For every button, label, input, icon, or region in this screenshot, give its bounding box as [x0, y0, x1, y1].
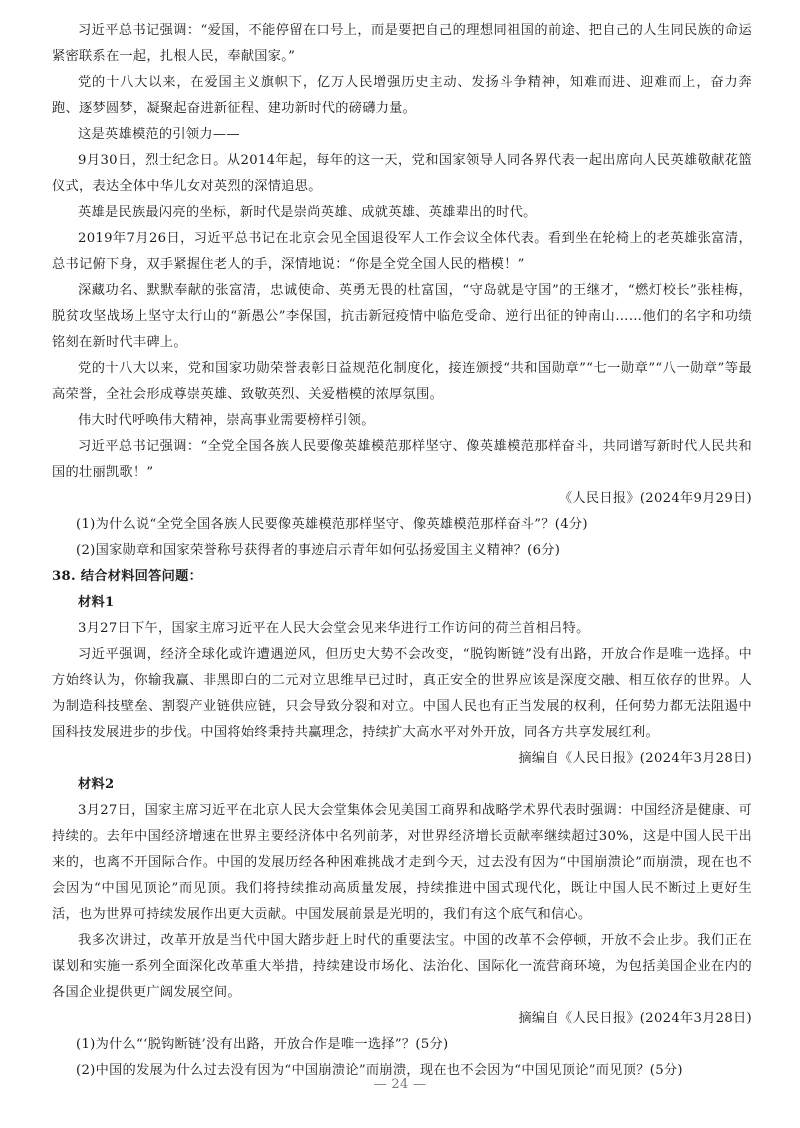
question-38-2: (2)中国的发展为什么过去没有因为“中国崩溃论”而崩溃，现在也不会因为“中国见顶论”而见顶？(5分)	[76, 1063, 683, 1078]
material-2-source: 摘编自《人民日报》(2024年3月28日)	[518, 1011, 752, 1026]
body-paragraph: 伟大时代呼唤伟大精神，崇高事业需要榜样引领。	[78, 413, 375, 428]
material-1-paragraph: 习近平强调，经济全球化或许遭遇逆风，但历史大势不会改变，“脱钩断链”没有出路，开放合作是唯一选择。中方始终认为，你输我赢、非黑即白的二元对立思维早已过时，真正安全的世界应该是深度交融、相互依存的世界。人为制造科技壁垒、割裂产业链供应链，只会导致分裂和对立。中国人民也有正当发展的权利，任何势力都无法阻遏中国科技发展进步的步伐。中国将始终秉持共赢理念，持续扩大高水平对外开放，同各方共享发展红利。	[52, 647, 752, 740]
body-paragraph: 2019年7月26日，习近平总书记在北京会见全国退役军人工作会议全体代表。看到坐在轮椅上的老英雄张富清，总书记俯下身，双手紧握住老人的手，深情地说：“你是全党全国人民的楷模！”	[52, 231, 752, 272]
material-1-source: 摘编自《人民日报》(2024年3月28日)	[518, 751, 752, 766]
quote-paragraph: 习近平总书记强调：“全党全国各族人民要像英雄模范那样坚守、像英雄模范那样奋斗，共同谱写新时代人民共和国的壮丽凯歌！”	[52, 439, 752, 480]
question-38-title: 38. 结合材料回答问题：	[52, 569, 203, 584]
body-paragraph: 9月30日，烈士纪念日。从2014年起，每年的这一天，党和国家领导人同各界代表一起出席向人民英雄敬献花篮仪式，表达全体中华儿女对英烈的深情追思。	[52, 153, 752, 194]
material-2-paragraph: 我多次讲过，改革开放是当代中国大踏步赶上时代的重要法宝。中国的改革不会停顿，开放不会止步。我们正在谋划和实施一系列全面深化改革重大举措，持续建设市场化、法治化、国际化一流营商环境，为包括美国企业在内的各国企业提供更广阔发展空间。	[52, 933, 752, 1000]
question-38-1: (1)为什么“‘脱钩断链’没有出路，开放合作是唯一选择”？(5分)	[76, 1037, 449, 1052]
material-2-paragraph: 3月27日，国家主席习近平在北京人民大会堂集体会见美国工商界和战略学术界代表时强调：中国经济是健康、可持续的。去年中国经济增速在世界主要经济体中名列前茅，对世界经济增长贡献率继续超过30%，这是中国人民干出来的，也离不开国际合作。中国的发展历经各种困难挑战才走到今天，过去没有因为“中国崩溃论”而崩溃，现在也不会因为“中国见顶论”而见顶。我们将持续推动高质量发展，持续推进中国式现代化，既让中国人民不断过上更好生活，也为世界可持续发展作出更大贡献。中国发展前景是光明的，我们有这个底气和信心。	[52, 803, 752, 922]
page-content	[52, 18, 752, 1084]
source-citation: 《人民日报》(2024年9月29日)	[558, 491, 752, 506]
question-37-1: (1)为什么说“全党全国各族人民要像英雄模范那样坚守、像英雄模范那样奋斗”？(4分)	[76, 517, 588, 532]
material-1-paragraph: 3月27日下午，国家主席习近平在人民大会堂会见来华进行工作访问的荷兰首相吕特。	[78, 621, 590, 636]
body-paragraph: 党的十八大以来，党和国家功勋荣誉表彰日益规范化制度化，接连颁授“共和国勋章”“七一勋章”“八一勋章”等最高荣誉，全社会形成尊崇英雄、致敬英烈、关爱楷模的浓厚氛围。	[52, 361, 752, 402]
body-paragraph: 英雄是民族最闪亮的坐标，新时代是崇尚英雄、成就英雄、英雄辈出的时代。	[78, 205, 537, 220]
material-2-label: 材料2	[78, 777, 115, 792]
question-37-2: (2)国家勋章和国家荣誉称号获得者的事迹启示青年如何弘扬爱国主义精神？(6分)	[76, 543, 561, 558]
body-paragraph: 这是英雄模范的引领力——	[78, 127, 240, 142]
page-number: — 24 —	[373, 1077, 427, 1092]
quote-paragraph: 习近平总书记强调：“爱国，不能停留在口号上，而是要把自己的理想同祖国的前途、把自己的人生同民族的命运紧密联系在一起，扎根人民，奉献国家。”	[52, 23, 752, 64]
material-1-label: 材料1	[78, 595, 115, 610]
body-paragraph: 党的十八大以来，在爱国主义旗帜下，亿万人民增强历史主动、发扬斗争精神，知难而进、迎难而上，奋力奔跑、逐梦圆梦，凝聚起奋进新征程、建功新时代的磅礴力量。	[52, 75, 752, 116]
body-paragraph: 深藏功名、默默奉献的张富清，忠诚使命、英勇无畏的杜富国，“守岛就是守国”的王继才，“燃灯校长”张桂梅，脱贫攻坚战场上坚守太行山的“新愚公”李保国，抗击新冠疫情中临危受命、逆行出征的钟南山……他们的名字和功绩铭刻在新时代丰碑上。	[52, 283, 752, 350]
